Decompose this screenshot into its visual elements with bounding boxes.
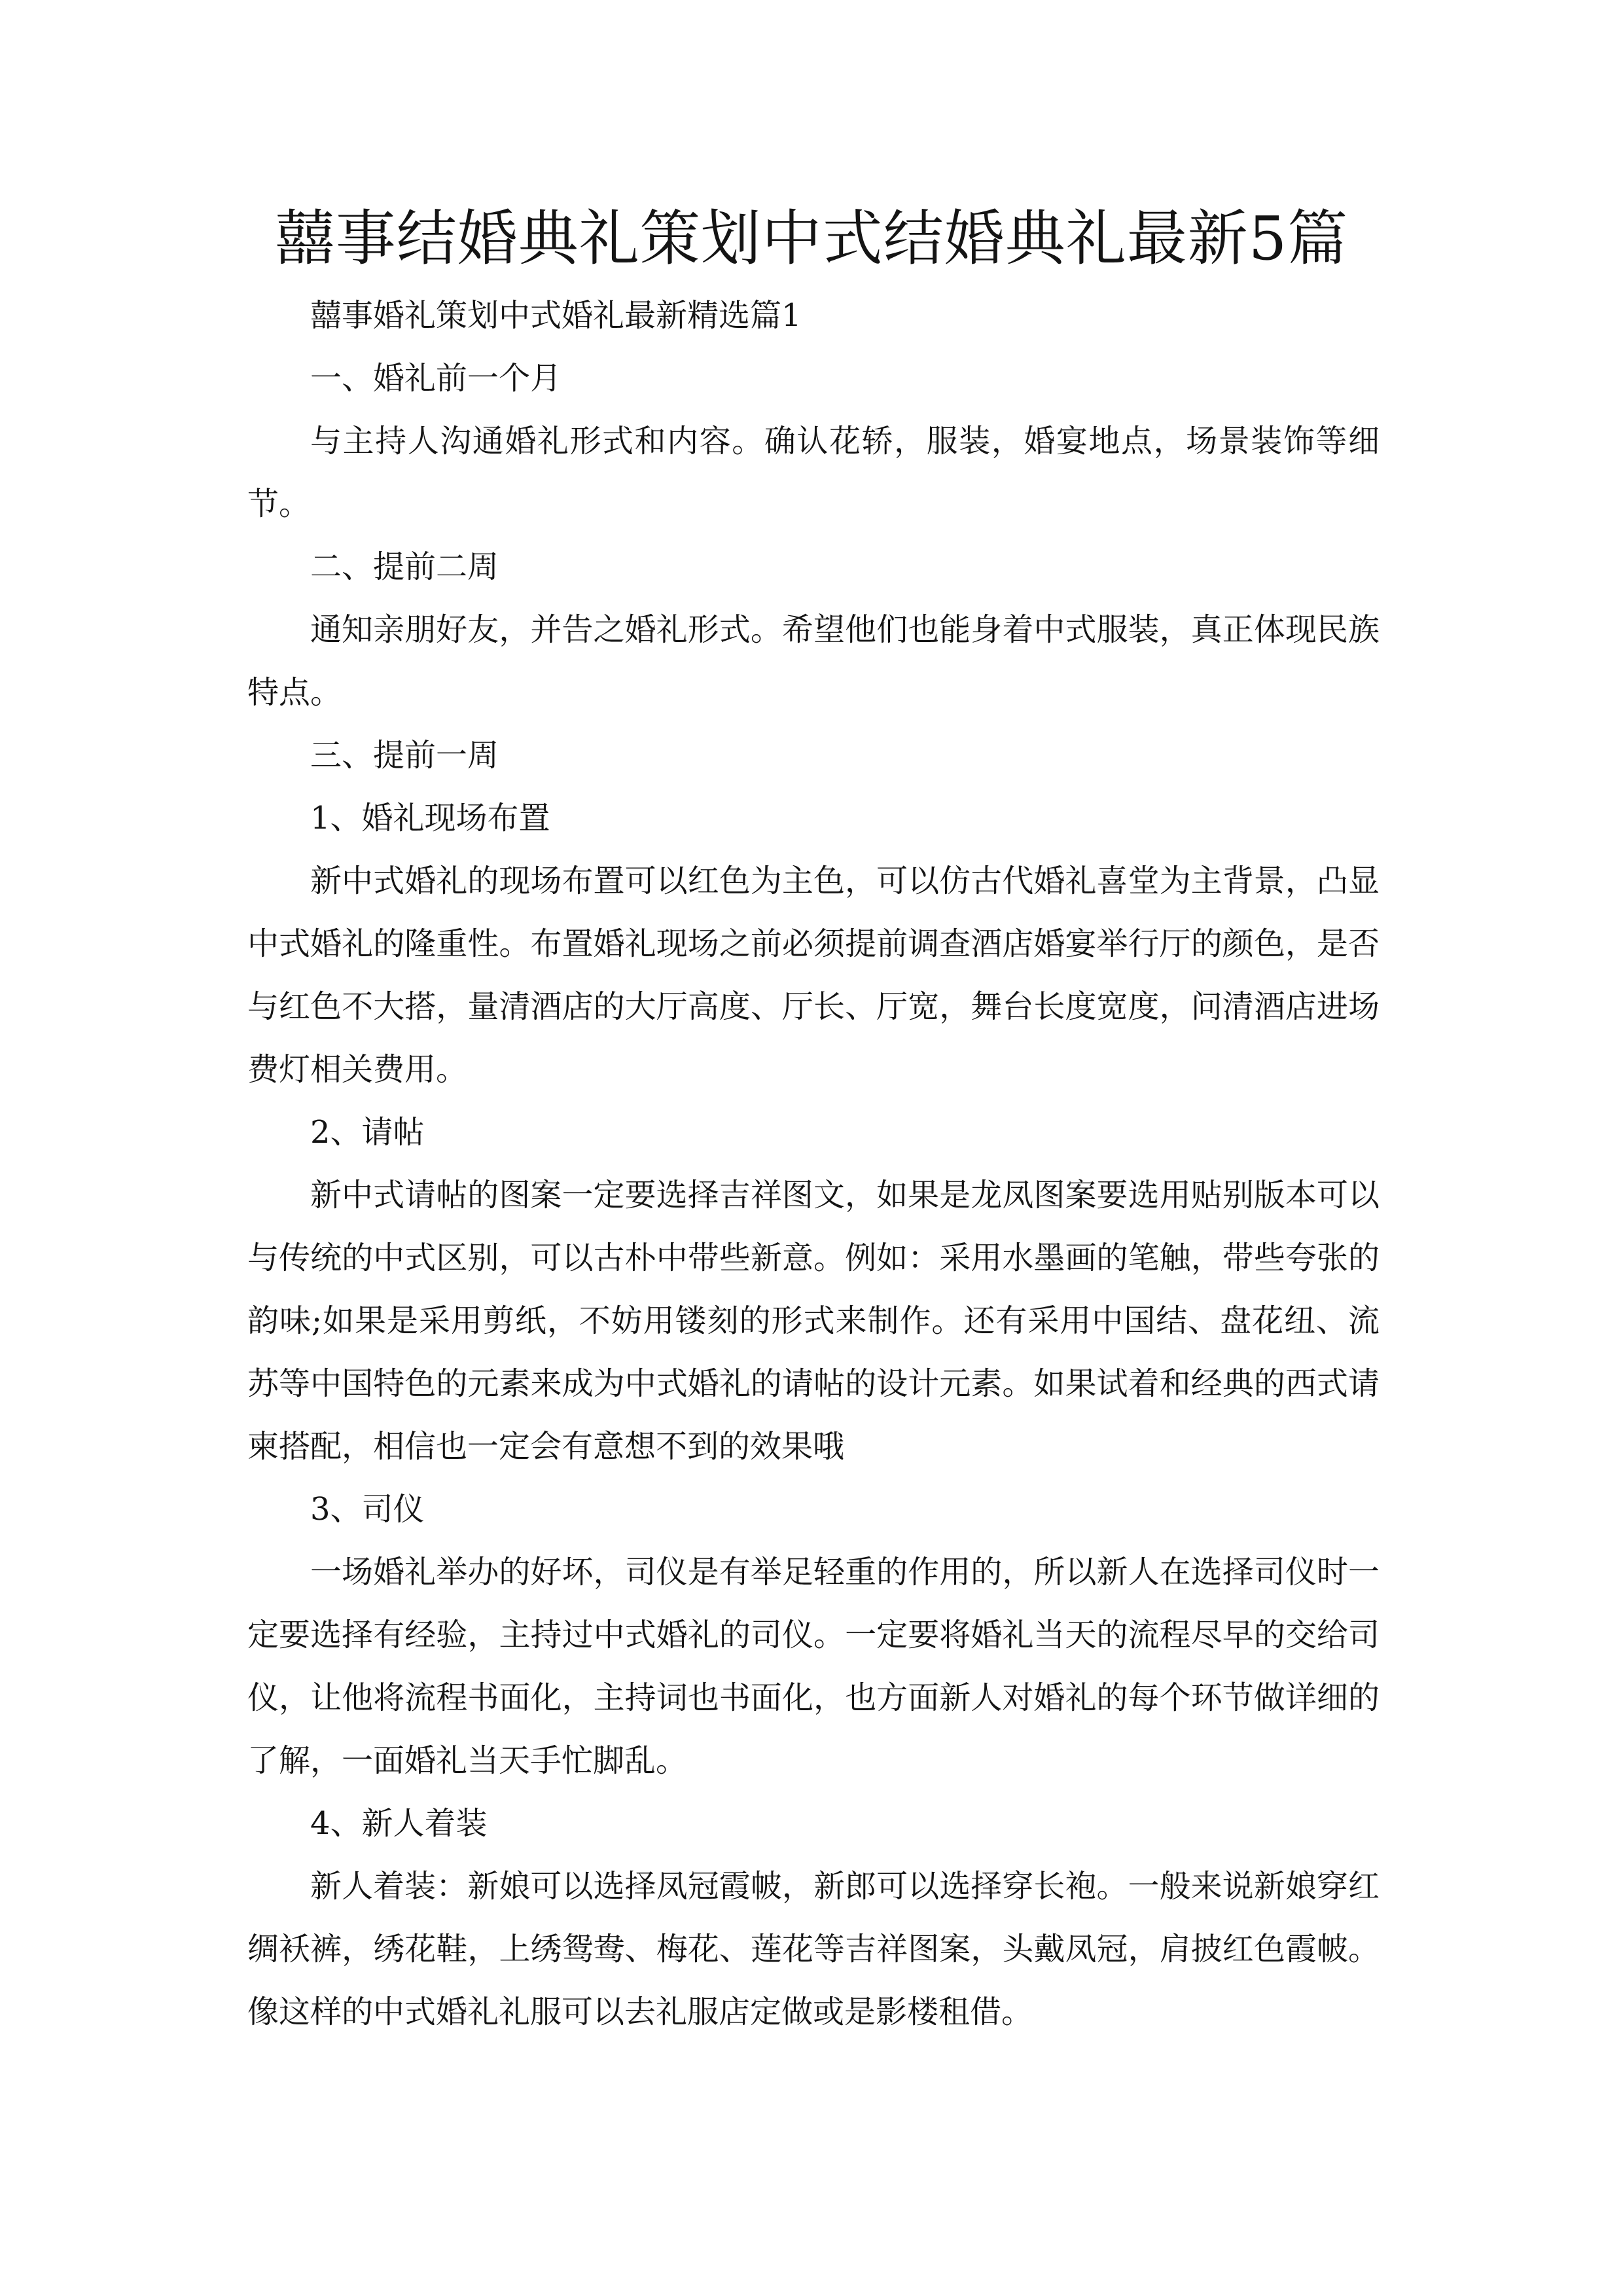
body-paragraph: 新人着装：新娘可以选择凤冠霞帔，新郎可以选择穿长袍。一般来说新娘穿红绸袄裤，绣花鞋，上绣鸳鸯、梅花、莲花等吉祥图案，头戴凤冠，肩披红色霞帔。像这样的中式婚礼礼服可以去礼服店定做或是影楼租借。 (247, 1868, 1380, 2030)
subsection-heading: 1、婚礼现场布置 (310, 800, 550, 836)
subsection-heading: 3、司仪 (310, 1491, 425, 1528)
section-heading: 三、提前一周 (310, 737, 499, 774)
body-paragraph: 一场婚礼举办的好坏，司仪是有举足轻重的作用的，所以新人在选择司仪时一定要选择有经验，主持过中式婚礼的司仪。一定要将婚礼当天的流程尽早的交给司仪，让他将流程书面化，主持词也书面化，也方面新人对婚礼的每个环节做详细的了解，一面婚礼当天手忙脚乱。 (247, 1554, 1380, 1779)
subsection-heading: 2、请帖 (310, 1114, 425, 1151)
body-paragraph: 新中式请帖的图案一定要选择吉祥图文，如果是龙凤图案要选用贴别版本可以与传统的中式区别，可以古朴中带些新意。例如：采用水墨画的笔触，带些夸张的韵味;如果是采用剪纸，不妨用镂刻的形式来制作。还有采用中国结、盘花纽、流苏等中国特色的元素来成为中式婚礼的请帖的设计元素。如果试着和经典的西式请柬搭配，相信也一定会有意想不到的效果哦 (247, 1177, 1380, 1465)
section-heading: 二、提前二周 (310, 548, 499, 585)
section-heading: 一、婚礼前一个月 (310, 360, 562, 397)
document-body (247, 284, 1380, 2043)
subsection-heading: 4、新人着装 (310, 1805, 488, 1842)
subtitle-paragraph: 囍事婚礼策划中式婚礼最新精选篇1 (310, 297, 802, 334)
body-paragraph: 与主持人沟通婚礼形式和内容。确认花轿，服装，婚宴地点，场景装饰等细节。 (247, 423, 1380, 522)
document-title: 囍事结婚典礼策划中式结婚典礼最新5篇 (274, 204, 1349, 274)
body-paragraph: 通知亲朋好友，并告之婚礼形式。希望他们也能身着中式服装，真正体现民族特点。 (247, 611, 1380, 711)
body-paragraph: 新中式婚礼的现场布置可以红色为主色，可以仿古代婚礼喜堂为主背景，凸显中式婚礼的隆重性。布置婚礼现场之前必须提前调查酒店婚宴举行厅的颜色，是否与红色不大搭，量清酒店的大厅高度、厅长、厅宽，舞台长度宽度，问清酒店进场费灯相关费用。 (247, 863, 1380, 1088)
